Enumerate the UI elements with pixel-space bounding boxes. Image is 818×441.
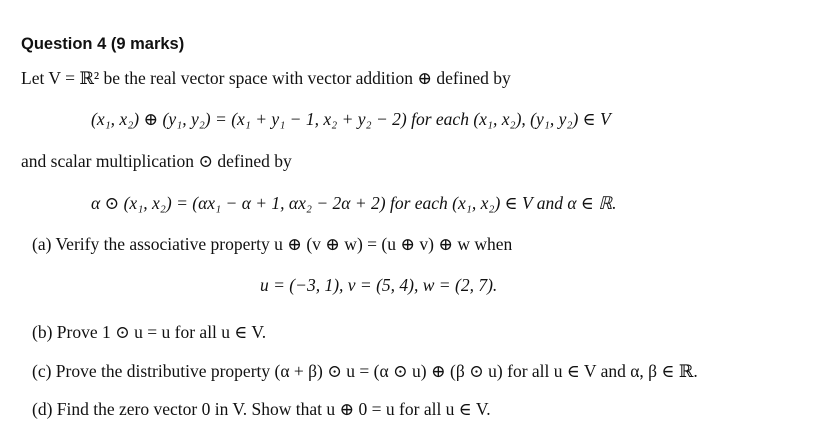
part-c-text: (c) Prove the distributive property (α + β) ⊙ u = (α ⊙ u) ⊕ (β ⊙ u) for all u ∈ V and α, β ∈ ℝ.: [32, 361, 698, 381]
part-a-vector-values: u = (−3, 1), v = (5, 4), w = (2, 7).: [260, 275, 498, 295]
part-b-text: (b) Prove 1 ⊙ u = u for all u ∈ V.: [32, 322, 267, 342]
part-a-text: (a) Verify the associative property u ⊕ (v ⊕ w) = (u ⊕ v) ⊕ w when: [32, 234, 513, 254]
vector-space-intro: Let V = ℝ² be the real vector space with vector addition ⊕ defined by: [21, 68, 511, 88]
part-d-text: (d) Find the zero vector 0 in V. Show that u ⊕ 0 = u for all u ∈ V.: [32, 399, 491, 419]
scalar-multiplication-intro: and scalar multiplication ⊙ defined by: [21, 151, 292, 171]
addition-definition-equation: (x₁, x₂) ⊕ (y₁, y₂) = (x₁ + y₁ − 1, x₂ + y₂ − 2) for each (x₁, x₂), (y₁, y₂) ∈ V: [91, 109, 611, 129]
scalar-multiplication-equation: α ⊙ (x₁, x₂) = (αx₁ − α + 1, αx₂ − 2α + 2) for each (x₁, x₂) ∈ V and α ∈ ℝ.: [91, 193, 617, 213]
question-heading: Question 4 (9 marks): [21, 35, 185, 53]
